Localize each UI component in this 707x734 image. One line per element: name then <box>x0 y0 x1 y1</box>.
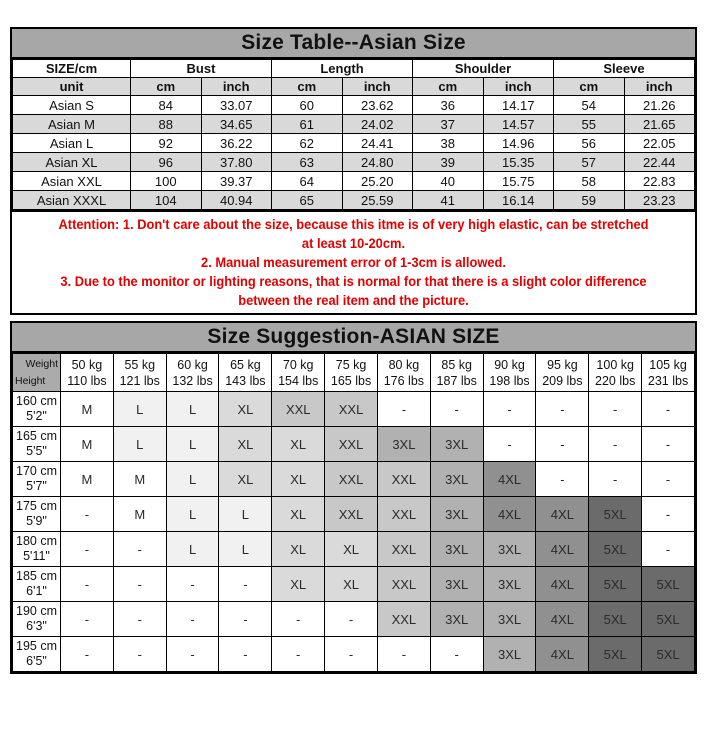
weight-header-line: 132 lbs <box>172 373 213 388</box>
size-suggestion-table <box>12 353 695 672</box>
height-cell-line: 160 cm <box>16 394 57 408</box>
height-axis-label: Height <box>15 375 46 387</box>
suggested-size-cell: - <box>430 637 483 672</box>
suggested-size-cell: - <box>589 427 642 462</box>
suggested-size-cell: L <box>166 497 219 532</box>
suggested-size-cell: L <box>219 532 272 567</box>
column-header: Length <box>272 60 413 78</box>
suggested-size-cell: - <box>642 392 695 427</box>
unit-header-cell: cm <box>554 78 625 96</box>
measurement-cell: 61 <box>272 115 343 134</box>
suggestion-row <box>13 637 695 672</box>
suggestion-row <box>13 602 695 637</box>
suggested-size-cell: - <box>642 497 695 532</box>
weight-header-line: 85 kg <box>441 357 472 372</box>
height-cell <box>13 637 61 672</box>
measurement-cell: 22.44 <box>624 153 695 172</box>
height-cell-line: 180 cm <box>16 534 57 548</box>
suggested-size-cell: - <box>377 637 430 672</box>
column-header: SIZE/cm <box>13 60 131 78</box>
weight-header-line: 80 kg <box>388 357 420 372</box>
suggested-size-cell: 3XL <box>483 567 536 602</box>
measurement-cell: 63 <box>272 153 343 172</box>
suggested-size-cell: XL <box>272 462 325 497</box>
measurement-cell: 88 <box>131 115 202 134</box>
size-label-cell: Asian S <box>13 96 131 115</box>
weight-height-corner-cell <box>13 354 61 392</box>
measurement-cell: 100 <box>131 172 202 191</box>
measurement-cell: 40.94 <box>201 191 272 210</box>
height-cell-line: 170 cm <box>16 464 57 478</box>
measurement-cell: 57 <box>554 153 625 172</box>
measurement-cell: 62 <box>272 134 343 153</box>
weight-header-line: 143 lbs <box>225 373 266 388</box>
weight-column-header <box>219 354 272 392</box>
weight-column-header <box>642 354 695 392</box>
weight-column-header <box>61 354 114 392</box>
height-cell-line: 6'3" <box>26 619 47 633</box>
suggested-size-cell: - <box>589 392 642 427</box>
height-cell-line: 195 cm <box>16 639 57 653</box>
measurement-cell: 59 <box>554 191 625 210</box>
weight-header-line: 60 kg <box>177 357 208 372</box>
height-cell-line: 5'2" <box>26 409 47 423</box>
height-cell-line: 5'9" <box>26 514 47 528</box>
size-label-cell: Asian M <box>13 115 131 134</box>
measurement-cell: 36 <box>413 96 484 115</box>
suggested-size-cell: M <box>113 462 166 497</box>
column-header: Sleeve <box>554 60 695 78</box>
height-cell <box>13 532 61 567</box>
suggested-size-cell: 3XL <box>483 602 536 637</box>
suggested-size-cell: - <box>166 567 219 602</box>
height-cell-line: 190 cm <box>16 604 57 618</box>
suggested-size-cell: 4XL <box>536 567 589 602</box>
column-header: Shoulder <box>413 60 554 78</box>
size-label-cell: Asian XXL <box>13 172 131 191</box>
weight-column-header <box>483 354 536 392</box>
suggestion-row <box>13 567 695 602</box>
weight-column-header <box>325 354 378 392</box>
height-cell-line: 6'5" <box>26 654 47 668</box>
measurement-cell: 24.41 <box>342 134 413 153</box>
suggested-size-cell: XXL <box>325 462 378 497</box>
height-cell <box>13 567 61 602</box>
size-label-cell: Asian L <box>13 134 131 153</box>
height-cell-line: 5'11" <box>23 549 50 563</box>
suggested-size-cell: - <box>536 462 589 497</box>
suggested-size-cell: - <box>219 567 272 602</box>
size-table-row <box>13 115 695 134</box>
height-cell-line: 6'1" <box>26 584 47 598</box>
suggested-size-cell: L <box>113 392 166 427</box>
measurement-cell: 14.96 <box>483 134 554 153</box>
weight-header-line: 231 lbs <box>647 373 689 388</box>
suggested-size-cell: - <box>325 602 378 637</box>
suggested-size-cell: 3XL <box>430 567 483 602</box>
suggested-size-cell: 4XL <box>536 602 589 637</box>
suggested-size-cell: 3XL <box>430 602 483 637</box>
weight-header-line: 198 lbs <box>489 373 530 388</box>
size-table-row <box>13 153 695 172</box>
suggested-size-cell: - <box>642 427 695 462</box>
suggested-size-cell: L <box>166 462 219 497</box>
measurement-cell: 23.62 <box>342 96 413 115</box>
height-cell <box>13 497 61 532</box>
height-cell-line: 165 cm <box>16 429 57 443</box>
attention-note <box>12 210 695 313</box>
attention-line: at least 10-20cm. <box>301 235 406 251</box>
height-cell-line: 175 cm <box>16 499 57 513</box>
suggested-size-cell: - <box>61 497 114 532</box>
measurement-cell: 104 <box>131 191 202 210</box>
weight-axis-label: Weight <box>25 358 58 370</box>
measurement-cell: 15.35 <box>483 153 554 172</box>
suggested-size-cell: 5XL <box>589 602 642 637</box>
suggested-size-cell: XXL <box>325 427 378 462</box>
weight-header-line: 110 lbs <box>67 373 107 388</box>
suggested-size-cell: - <box>61 567 114 602</box>
suggested-size-cell: - <box>536 392 589 427</box>
measurement-cell: 23.23 <box>624 191 695 210</box>
suggested-size-cell: - <box>483 392 536 427</box>
measurement-cell: 24.80 <box>342 153 413 172</box>
measurement-cell: 33.07 <box>201 96 272 115</box>
unit-header-cell: cm <box>413 78 484 96</box>
size-table-row <box>13 191 695 210</box>
suggested-size-cell: - <box>272 637 325 672</box>
suggested-size-cell: M <box>113 497 166 532</box>
measurement-cell: 25.20 <box>342 172 413 191</box>
attention-line: between the real item and the picture. <box>238 292 469 308</box>
suggested-size-cell: 5XL <box>642 567 695 602</box>
suggested-size-cell: XL <box>272 427 325 462</box>
measurement-cell: 14.17 <box>483 96 554 115</box>
suggested-size-cell: - <box>61 532 114 567</box>
suggested-size-cell: 5XL <box>589 532 642 567</box>
suggested-size-cell: 4XL <box>536 532 589 567</box>
measurement-cell: 15.75 <box>483 172 554 191</box>
suggested-size-cell: 5XL <box>642 637 695 672</box>
weight-header-line: 75 kg <box>335 357 367 372</box>
suggested-size-cell: - <box>166 637 219 672</box>
unit-header-cell: inch <box>624 78 695 96</box>
measurement-cell: 22.05 <box>624 134 695 153</box>
suggested-size-cell: - <box>113 637 166 672</box>
measurement-cell: 40 <box>413 172 484 191</box>
size-label-cell: Asian XXXL <box>13 191 131 210</box>
suggested-size-cell: - <box>642 532 695 567</box>
suggested-size-cell: - <box>430 392 483 427</box>
measurement-cell: 58 <box>554 172 625 191</box>
suggested-size-cell: XXL <box>325 497 378 532</box>
attention-line: 2. Manual measurement error of 1-3cm is allowed. <box>201 254 506 270</box>
weight-header-row <box>13 354 695 392</box>
suggested-size-cell: 3XL <box>483 532 536 567</box>
suggested-size-cell: 3XL <box>430 427 483 462</box>
suggestion-row <box>13 462 695 497</box>
size-label-cell: Asian XL <box>13 153 131 172</box>
suggested-size-cell: XL <box>272 567 325 602</box>
weight-header-line: 105 kg <box>649 357 687 372</box>
measurement-cell: 16.14 <box>483 191 554 210</box>
suggested-size-cell: XXL <box>377 567 430 602</box>
weight-header-line: 95 kg <box>547 357 578 372</box>
suggested-size-cell: XXL <box>377 532 430 567</box>
suggested-size-cell: L <box>166 532 219 567</box>
weight-column-header <box>430 354 483 392</box>
suggested-size-cell: - <box>219 602 272 637</box>
suggested-size-cell: 5XL <box>589 497 642 532</box>
suggested-size-cell: 3XL <box>430 532 483 567</box>
suggested-size-cell: XXL <box>272 392 325 427</box>
suggested-size-cell: - <box>536 427 589 462</box>
suggested-size-cell: - <box>377 392 430 427</box>
weight-header-line: 55 kg <box>124 357 156 372</box>
size-table-row <box>13 96 695 115</box>
suggested-size-cell: XXL <box>377 462 430 497</box>
measurement-cell: 36.22 <box>201 134 272 153</box>
unit-header-cell: cm <box>272 78 343 96</box>
suggested-size-cell: - <box>61 602 114 637</box>
suggested-size-cell: XL <box>325 532 378 567</box>
suggested-size-cell: L <box>166 392 219 427</box>
height-cell <box>13 462 61 497</box>
attention-line: 3. Due to the monitor or lighting reasons, that is normal for that there is a slight color difference <box>60 273 647 289</box>
unit-header-cell: inch <box>342 78 413 96</box>
suggested-size-cell: XL <box>219 462 272 497</box>
suggested-size-cell: - <box>113 567 166 602</box>
suggested-size-cell: M <box>61 462 114 497</box>
measurement-cell: 96 <box>131 153 202 172</box>
height-cell <box>13 602 61 637</box>
weight-header-line: 154 lbs <box>278 373 319 388</box>
suggested-size-cell: 3XL <box>483 637 536 672</box>
column-header: Bust <box>131 60 272 78</box>
suggested-size-cell: XXL <box>377 602 430 637</box>
suggested-size-cell: 3XL <box>430 497 483 532</box>
suggestion-table-title: Size Suggestion-ASIAN SIZE <box>12 323 695 353</box>
suggested-size-cell: XL <box>325 567 378 602</box>
weight-column-header <box>272 354 325 392</box>
suggested-size-cell: XL <box>272 532 325 567</box>
measurement-cell: 38 <box>413 134 484 153</box>
size-table <box>12 59 695 210</box>
measurement-cell: 39 <box>413 153 484 172</box>
suggested-size-cell: - <box>166 602 219 637</box>
suggested-size-cell: 4XL <box>536 637 589 672</box>
suggested-size-cell: L <box>219 497 272 532</box>
suggested-size-cell: XL <box>272 497 325 532</box>
height-cell <box>13 392 61 427</box>
suggested-size-cell: 3XL <box>430 462 483 497</box>
weight-column-header <box>377 354 430 392</box>
weight-header-line: 100 kg <box>596 357 634 372</box>
weight-header-line: 50 kg <box>71 357 103 372</box>
measurement-cell: 24.02 <box>342 115 413 134</box>
height-cell-line: 5'7" <box>26 479 47 493</box>
suggested-size-cell: XXL <box>377 497 430 532</box>
weight-column-header <box>536 354 589 392</box>
weight-column-header <box>113 354 166 392</box>
suggested-size-cell: - <box>483 427 536 462</box>
suggested-size-cell: L <box>113 427 166 462</box>
attention-line: Attention: 1. Don't care about the size, because this itme is of very high elastic, can be stretched <box>58 216 649 232</box>
measurement-cell: 55 <box>554 115 625 134</box>
suggested-size-cell: 5XL <box>589 567 642 602</box>
measurement-cell: 65 <box>272 191 343 210</box>
suggested-size-cell: - <box>272 602 325 637</box>
measurement-cell: 60 <box>272 96 343 115</box>
weight-column-header <box>589 354 642 392</box>
height-cell <box>13 427 61 462</box>
unit-header-cell: unit <box>13 78 131 96</box>
measurement-cell: 37.80 <box>201 153 272 172</box>
measurement-cell: 39.37 <box>201 172 272 191</box>
measurement-cell: 21.65 <box>624 115 695 134</box>
weight-column-header <box>166 354 219 392</box>
unit-header-cell: inch <box>483 78 554 96</box>
size-suggestion-section <box>10 321 697 674</box>
weight-header-line: 121 lbs <box>119 373 160 388</box>
size-table-title: Size Table--Asian Size <box>12 29 695 59</box>
suggested-size-cell: - <box>642 462 695 497</box>
height-cell-line: 5'5" <box>26 444 47 458</box>
suggested-size-cell: XL <box>219 427 272 462</box>
suggested-size-cell: M <box>61 392 114 427</box>
unit-header-cell: inch <box>201 78 272 96</box>
size-table-row <box>13 134 695 153</box>
measurement-cell: 14.57 <box>483 115 554 134</box>
weight-header-line: 165 lbs <box>330 373 372 388</box>
suggested-size-cell: L <box>166 427 219 462</box>
measurement-cell: 37 <box>413 115 484 134</box>
suggested-size-cell: 3XL <box>377 427 430 462</box>
measurement-cell: 64 <box>272 172 343 191</box>
suggested-size-cell: 4XL <box>483 497 536 532</box>
weight-header-line: 70 kg <box>282 357 314 372</box>
size-chart-image <box>10 27 697 674</box>
suggested-size-cell: XXL <box>325 392 378 427</box>
size-table-section <box>10 27 697 315</box>
unit-header-cell: cm <box>131 78 202 96</box>
weight-header-line: 209 lbs <box>542 373 583 388</box>
measurement-cell: 34.65 <box>201 115 272 134</box>
measurement-cell: 25.59 <box>342 191 413 210</box>
measurement-cell: 41 <box>413 191 484 210</box>
suggested-size-cell: - <box>113 532 166 567</box>
unit-header-row <box>13 78 695 96</box>
measurement-cell: 56 <box>554 134 625 153</box>
suggestion-row <box>13 497 695 532</box>
suggested-size-cell: 5XL <box>589 637 642 672</box>
suggested-size-cell: M <box>61 427 114 462</box>
weight-header-line: 65 kg <box>230 357 261 372</box>
measurement-cell: 21.26 <box>624 96 695 115</box>
measurement-cell: 92 <box>131 134 202 153</box>
suggestion-row <box>13 532 695 567</box>
suggested-size-cell: - <box>113 602 166 637</box>
suggested-size-cell: 4XL <box>536 497 589 532</box>
suggested-size-cell: 5XL <box>642 602 695 637</box>
weight-header-line: 90 kg <box>494 357 525 372</box>
weight-header-line: 220 lbs <box>595 373 636 388</box>
measurement-cell: 84 <box>131 96 202 115</box>
suggested-size-cell: - <box>219 637 272 672</box>
suggested-size-cell: 4XL <box>483 462 536 497</box>
measurement-cell: 54 <box>554 96 625 115</box>
size-table-header-row <box>13 60 695 78</box>
suggested-size-cell: XL <box>219 392 272 427</box>
weight-header-line: 187 lbs <box>436 373 477 388</box>
suggested-size-cell: - <box>61 637 114 672</box>
suggestion-row <box>13 392 695 427</box>
suggestion-row <box>13 427 695 462</box>
weight-header-line: 176 lbs <box>383 373 425 388</box>
size-table-row <box>13 172 695 191</box>
suggested-size-cell: - <box>325 637 378 672</box>
measurement-cell: 22.83 <box>624 172 695 191</box>
height-cell-line: 185 cm <box>16 569 57 583</box>
suggested-size-cell: - <box>589 462 642 497</box>
